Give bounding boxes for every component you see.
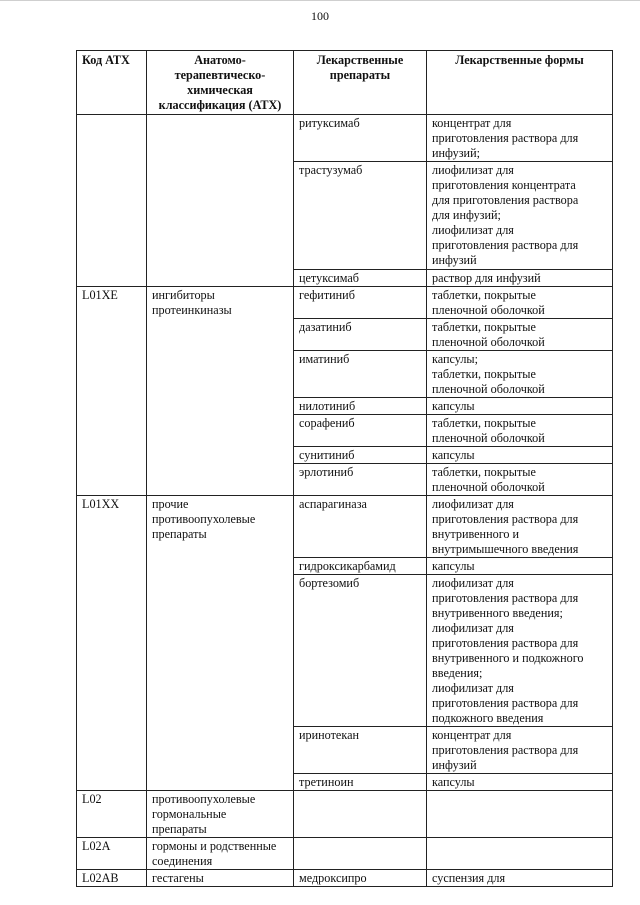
form-cell: раствор для инфузий [427, 270, 613, 287]
header-drugs: Лекарственные препараты [294, 51, 427, 115]
drug-cell: иринотекан [294, 727, 427, 774]
form-cell: лиофилизат для приготовления раствора для внутривенного введения; лиофилизат для приготовления раствора для внутривенного и подкожного введения; лиофилизат для приготовления раствора для подкожного введения [427, 575, 613, 727]
form-cell: концентрат для приготовления раствора для инфузий; [427, 115, 613, 162]
table-row [77, 838, 613, 870]
form-cell: таблетки, покрытые пленочной оболочкой [427, 415, 613, 447]
atc-cell: гестагены [147, 870, 294, 887]
drug-cell: гидроксикарбамид [294, 558, 427, 575]
form-cell: лиофилизат для приготовления концентрата для приготовления раствора для инфузий; лиофилизат для приготовления раствора для инфузий [427, 162, 613, 270]
table-row [77, 791, 613, 838]
form-cell: таблетки, покрытые пленочной оболочкой [427, 287, 613, 319]
drug-cell: цетуксимаб [294, 270, 427, 287]
code-cell [77, 115, 147, 287]
drug-cell: ритуксимаб [294, 115, 427, 162]
drug-cell: иматиниб [294, 351, 427, 398]
drug-cell: сорафениб [294, 415, 427, 447]
form-cell: таблетки, покрытые пленочной оболочкой [427, 464, 613, 496]
code-cell: L02 [77, 791, 147, 838]
drug-cell: аспарагиназа [294, 496, 427, 558]
code-cell: L02A [77, 838, 147, 870]
drug-cell: трастузумаб [294, 162, 427, 270]
form-cell: лиофилизат для приготовления раствора для внутривенного и внутримышечного введения [427, 496, 613, 558]
atc-table [76, 50, 613, 887]
table-row [77, 115, 613, 162]
atc-cell: ингибиторы протеинкиназы [147, 287, 294, 496]
form-cell [427, 791, 613, 838]
atc-cell: прочие противоопухолевые препараты [147, 496, 294, 791]
form-cell: суспензия для [427, 870, 613, 887]
code-cell: L02AB [77, 870, 147, 887]
drug-cell: дазатиниб [294, 319, 427, 351]
drug-cell: третиноин [294, 774, 427, 791]
atc-cell [147, 115, 294, 287]
code-cell: L01XE [77, 287, 147, 496]
header-code: Код АТХ [77, 51, 147, 115]
drug-cell [294, 838, 427, 870]
form-cell: капсулы [427, 447, 613, 464]
page-number: 100 [311, 9, 329, 23]
header-atc-classification: Анатомо- терапевтическо- химическая классификация (АТХ) [147, 51, 294, 115]
form-cell: концентрат для приготовления раствора для инфузий [427, 727, 613, 774]
form-cell: капсулы [427, 398, 613, 415]
atc-cell: противоопухолевые гормональные препараты [147, 791, 294, 838]
page-top-rule [0, 0, 640, 1]
code-cell: L01XX [77, 496, 147, 791]
drug-cell: эрлотиниб [294, 464, 427, 496]
atc-cell: гормоны и родственные соединения [147, 838, 294, 870]
form-cell [427, 838, 613, 870]
drug-cell: бортезомиб [294, 575, 427, 727]
form-cell: капсулы; таблетки, покрытые пленочной оболочкой [427, 351, 613, 398]
table-row [77, 496, 613, 558]
drug-cell: гефитиниб [294, 287, 427, 319]
drug-cell: нилотиниб [294, 398, 427, 415]
drug-cell [294, 791, 427, 838]
table-header-row [77, 51, 613, 115]
form-cell: капсулы [427, 774, 613, 791]
form-cell: капсулы [427, 558, 613, 575]
drug-cell: сунитиниб [294, 447, 427, 464]
table-row [77, 287, 613, 319]
form-cell: таблетки, покрытые пленочной оболочкой [427, 319, 613, 351]
drug-cell: медроксипро [294, 870, 427, 887]
header-dosage-forms: Лекарственные формы [427, 51, 613, 115]
table-row [77, 870, 613, 887]
